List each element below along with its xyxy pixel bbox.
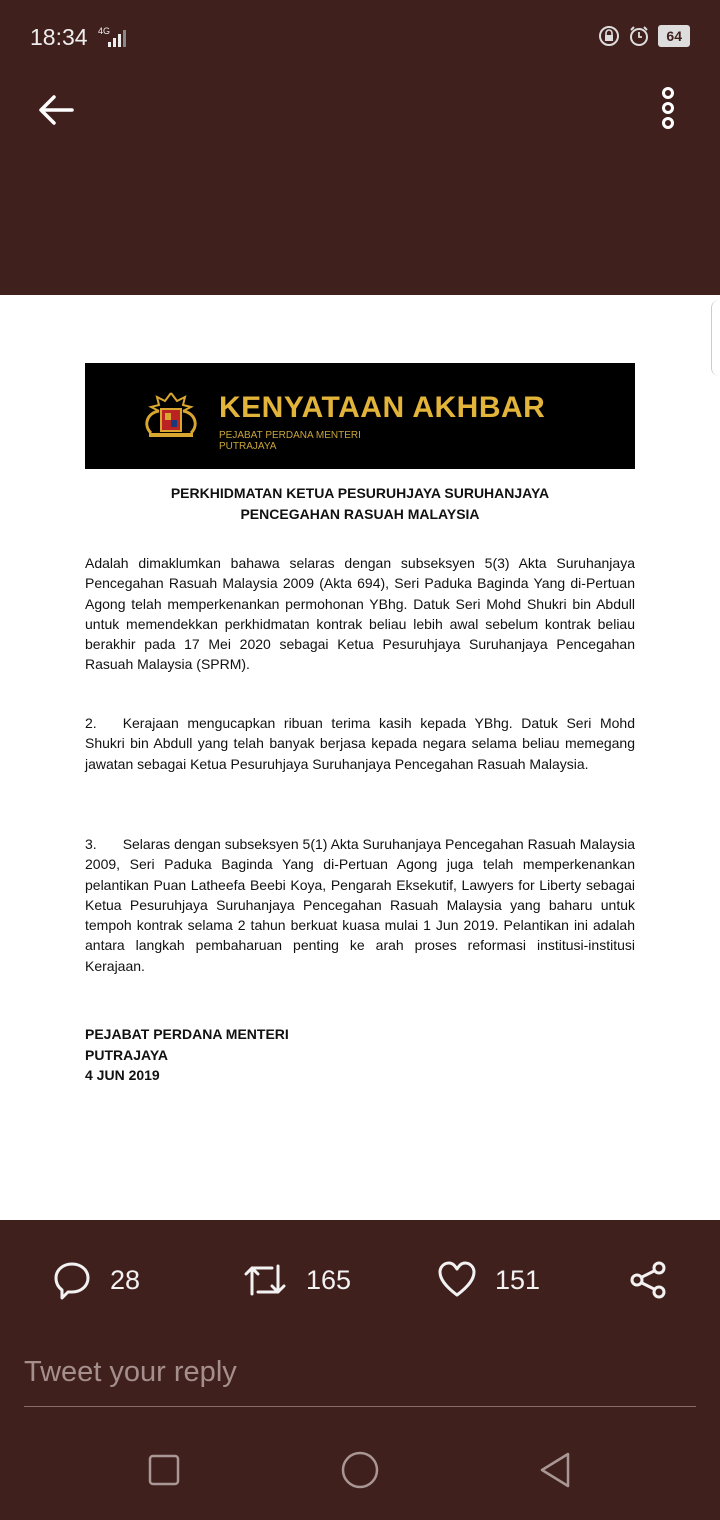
paragraph-2	[85, 713, 635, 774]
home-button[interactable]	[338, 1448, 382, 1492]
signoff-date: 4 JUN 2019	[85, 1067, 160, 1083]
reply-input[interactable]	[24, 1350, 696, 1407]
heading-line: PERKHIDMATAN KETUA PESURUHJAYA SURUHANJAYA	[170, 485, 550, 501]
banner-title: KENYATAAN AKHBAR	[219, 391, 546, 424]
triangle-back-icon	[534, 1448, 578, 1492]
reply-icon	[52, 1260, 92, 1300]
retweet-button[interactable]	[242, 1250, 351, 1310]
status-bar	[0, 0, 720, 72]
paragraph-number: 2.	[85, 715, 97, 731]
circle-icon	[338, 1448, 382, 1492]
network-label: 4G	[98, 26, 111, 36]
signoff-line: PUTRAJAYA	[85, 1046, 168, 1063]
paragraph-1: Adalah dimaklumkan bahawa selaras dengan subseksyen 5(3) Akta Suruhanjaya Pencegahan Rasuah Malaysia 2009 (Akta 694), Seri Paduka Baginda Yang di-Pertuan Agong telah memperkenankan permohonan YBhg. Datuk Seri Mohd Shukri bin Abdull untuk memendekkan perkhidmatan kontrak beliau lebih awal sebelum kontrak beliau berakhir pada 17 Mei 2020 sebagai Ketua Pesuruhjaya Suruhanjaya Pencegahan Rasuah Malaysia (SPRM).	[85, 555, 635, 673]
recents-button[interactable]	[142, 1448, 186, 1492]
heading-line: PENCEGAHAN RASUAH MALAYSIA	[240, 506, 480, 522]
alarm-icon	[628, 25, 650, 47]
more-vertical-icon	[652, 86, 684, 132]
heart-icon	[437, 1260, 477, 1300]
paragraph-number: 3.	[85, 836, 97, 852]
malaysia-crest-icon	[133, 389, 209, 445]
banner-subtitle-line: PEJABAT PERDANA MENTERI	[219, 430, 361, 441]
lock-rotation-icon	[598, 25, 620, 47]
share-button[interactable]	[628, 1250, 668, 1310]
retweet-count: 165	[306, 1264, 352, 1295]
paragraph-text: Selaras dengan subseksyen 5(1) Akta Suruhanjaya Pencegahan Rasuah Malaysia 2009, Seri Paduka Baginda Yang di-Pertuan Agong juga telah memperkenankan pelantikan Puan Latheefa Beebi Koya, Pengarah Eksekutif, Lawyers for Liberty sebagai Ketua Pesuruhjaya Suruhanjaya Pencegahan Rasuah Malaysia yang baharu untuk tempoh kontrak selama 2 tahun berkuat kuasa mulai 1 Jun 2019. Pelantikan ini adalah antara langkah pembaharuan penting ke arah proses reformasi institusi-institusi Kerajaan.	[85, 836, 635, 974]
battery-level: 64	[658, 25, 690, 47]
signoff-line: PEJABAT PERDANA MENTERI	[85, 1026, 289, 1042]
reply-placeholder: Tweet your reply	[24, 1356, 237, 1388]
share-icon	[628, 1260, 668, 1300]
more-options-button[interactable]	[652, 86, 684, 132]
signoff-block	[85, 1024, 289, 1086]
document-heading	[85, 483, 635, 525]
status-time: 18:34	[30, 24, 88, 50]
back-arrow-icon	[36, 90, 76, 130]
reply-button[interactable]	[52, 1250, 140, 1310]
reply-count: 28	[110, 1264, 141, 1295]
paragraph-text: Kerajaan mengucapkan ribuan terima kasih kepada YBhg. Datuk Seri Mohd Shukri bin Abdull yang telah banyak berjasa kepada negara selama beliau memegang jawatan sebagai Ketua Pesuruhjaya Suruhanjaya Pencegahan Rasuah Malaysia.	[85, 715, 635, 772]
banner-subtitle	[219, 430, 361, 452]
press-release-banner	[85, 363, 635, 469]
tweet-actions	[0, 1250, 720, 1310]
system-nav-bar	[0, 1430, 720, 1520]
paragraph-3	[85, 834, 635, 976]
back-button[interactable]	[36, 90, 76, 130]
banner-subtitle-line: PUTRAJAYA	[219, 441, 277, 452]
square-icon	[142, 1448, 186, 1492]
like-count: 151	[495, 1264, 541, 1295]
like-button[interactable]	[437, 1250, 540, 1310]
signal-icon	[96, 26, 134, 53]
scroll-indicator	[711, 300, 720, 376]
nav-back-button[interactable]	[534, 1448, 578, 1492]
tweet-image-document[interactable]	[0, 295, 720, 1220]
retweet-icon	[242, 1260, 288, 1300]
